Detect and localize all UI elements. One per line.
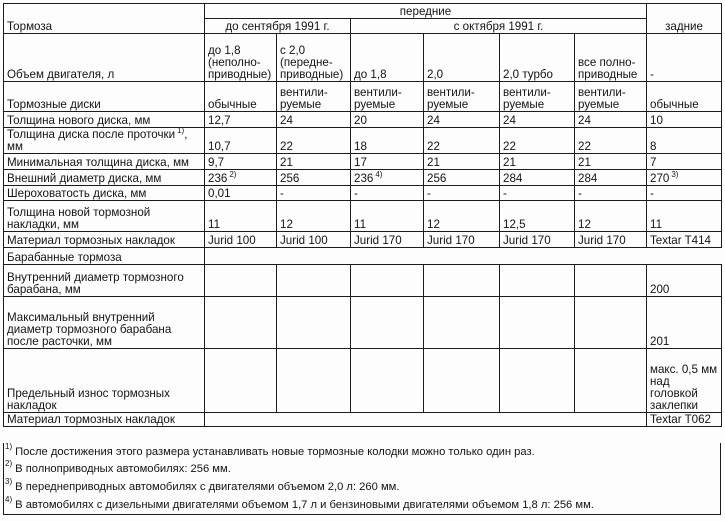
value-text: 12,7 (208, 114, 231, 127)
disk-spec-row (4, 112, 722, 128)
value-cell (351, 232, 424, 248)
value-cell (647, 82, 722, 112)
value-cell (647, 232, 722, 248)
value-cell (647, 170, 722, 186)
value-text: 20 (354, 114, 367, 127)
value-cell (575, 186, 647, 201)
disk-spec-row (4, 82, 722, 112)
value-cell (205, 112, 277, 128)
value-text: Jurid 170 (427, 234, 475, 247)
rear-value-cell: 201 (647, 297, 722, 349)
drum-spec-row (4, 297, 722, 349)
value-cell (277, 201, 351, 232)
value-text: 21 (578, 156, 591, 169)
empty-cell (500, 297, 575, 349)
value-text: 12 (280, 218, 293, 231)
value-text: Jurid 170 (578, 234, 626, 247)
value-text: 22 (503, 140, 516, 153)
value-text: 8 (650, 140, 657, 153)
drum-spec-row (4, 349, 722, 413)
row-label-text: Толщина нового диска, мм (7, 114, 151, 127)
disk-spec-row (4, 128, 722, 154)
value-text: 21 (503, 156, 516, 169)
engine-cell: - (647, 34, 722, 82)
row-label (4, 154, 205, 170)
value-cell (424, 170, 500, 186)
value-text: 21 (280, 156, 293, 169)
value-text: 12 (427, 218, 440, 231)
footnote-text: В переднеприводных автомобилях с двигателями объемом 2,0 л: 260 мм. (15, 481, 400, 493)
value-cell (351, 170, 424, 186)
value-cell (424, 201, 500, 232)
value-text: 21 (427, 156, 440, 169)
empty-cell (424, 297, 500, 349)
footnote-frame-left (3, 443, 4, 514)
value-cell (351, 128, 424, 154)
footnote-mark: 4) (5, 495, 13, 505)
value-cell (647, 112, 722, 128)
disk-spec-row (4, 186, 722, 201)
footnote-frame-right (720, 443, 721, 514)
value-text: 17 (354, 156, 367, 169)
rear-value-cell: Textar T062 (647, 413, 722, 427)
footnote-text: В полноприводных автомобилях: 256 мм. (15, 463, 231, 475)
value-text: 12,5 (503, 218, 526, 231)
footnote-ref: 4) (375, 170, 383, 180)
empty-cell (575, 265, 647, 297)
value-cell (424, 128, 500, 154)
row-label: Предельный износ тормозных накладок (4, 349, 205, 413)
value-text: 9,7 (208, 156, 225, 169)
empty-cell (575, 349, 647, 413)
value-text: вентили- руемые (503, 86, 551, 111)
engine-cell: 2,0 (424, 34, 500, 82)
disk-spec-row (4, 154, 722, 170)
row-label-tail: , мм (7, 128, 188, 153)
value-cell (575, 112, 647, 128)
value-text: 24 (280, 114, 293, 127)
value-cell (647, 154, 722, 170)
value-text: - (503, 187, 507, 200)
value-text: 7 (650, 156, 657, 169)
value-cell (575, 170, 647, 186)
empty-cell (351, 297, 424, 349)
value-text: 24 (503, 114, 516, 127)
footnote-text: После достижения этого размера устанавливать новые тормозные колодки можно только один раз. (15, 446, 535, 458)
value-text: 256 (280, 172, 300, 185)
disk-spec-row (4, 201, 722, 232)
row-label-text: Тормозные диски (7, 98, 101, 111)
value-cell (500, 112, 575, 128)
value-cell (575, 154, 647, 170)
value-text: Jurid 100 (208, 234, 256, 247)
value-text: 284 (503, 172, 523, 185)
value-cell (205, 154, 277, 170)
row-label: Внутренний диаметр тормозного барабана, мм (4, 265, 205, 297)
value-text: - (578, 187, 582, 200)
value-cell (575, 82, 647, 112)
footnote-mark: 1) (5, 442, 13, 452)
value-text: 10 (650, 114, 663, 127)
header-rear: задние (647, 4, 722, 34)
value-text: - (354, 187, 358, 200)
header-from-oct-1991: с октября 1991 г. (351, 19, 647, 34)
engine-cell: с 2,0 (передне- приводные) (277, 34, 351, 82)
empty-cell (351, 349, 424, 413)
value-text: обычные (650, 98, 699, 111)
value-cell (351, 82, 424, 112)
row-label (4, 186, 205, 201)
row-label (4, 232, 205, 248)
row-label-text: Шероховатость диска, мм (7, 187, 147, 200)
value-text: Textar T414 (650, 234, 712, 247)
rear-value-cell: 200 (647, 265, 722, 297)
empty-cell (500, 349, 575, 413)
value-cell (424, 186, 500, 201)
value-cell (500, 170, 575, 186)
value-text: 24 (427, 114, 440, 127)
empty-cell (277, 297, 351, 349)
value-text: Jurid 100 (280, 234, 328, 247)
drum-spec-row (4, 413, 722, 427)
value-text: 11 (354, 218, 367, 231)
footnote-ref: 3) (671, 170, 679, 180)
value-text: 270 (650, 172, 670, 185)
value-text: 256 (427, 172, 447, 185)
value-text: 18 (354, 140, 367, 153)
value-text: обычные (208, 98, 257, 111)
value-text: 284 (578, 172, 598, 185)
value-cell (205, 170, 277, 186)
drum-section-row (4, 248, 722, 265)
engine-cell: до 1,8 (неполно- приводные) (205, 34, 277, 82)
footnote-line (5, 477, 400, 494)
footnote-ref: 2) (229, 170, 237, 180)
engine-cell: 2,0 турбо (500, 34, 575, 82)
empty-cell (205, 413, 647, 427)
row-label-text: Материал тормозных накладок (7, 234, 175, 247)
value-cell (424, 232, 500, 248)
value-cell (205, 201, 277, 232)
row-label: Объем двигателя, л (4, 34, 205, 82)
row-label: Максимальный внутренний диаметр тормозного барабана после расточки, мм (4, 297, 205, 349)
value-text: - (427, 187, 431, 200)
drum-section-blank (205, 248, 722, 265)
row-label (4, 201, 205, 232)
value-cell (500, 186, 575, 201)
value-cell (647, 186, 722, 201)
row-label: Материал тормозных накладок (4, 413, 205, 427)
rear-value-cell: макс. 0,5 мм над головкой заклепки (647, 349, 722, 413)
value-cell (277, 82, 351, 112)
value-cell (500, 232, 575, 248)
empty-cell (424, 349, 500, 413)
row-label (4, 128, 205, 154)
value-cell (277, 128, 351, 154)
value-cell (205, 186, 277, 201)
value-text: 10,7 (208, 140, 231, 153)
row-label (4, 112, 205, 128)
row-label-text: Внешний диаметр диска, мм (7, 172, 162, 185)
value-cell (424, 112, 500, 128)
drum-section-title: Барабанные тормоза (4, 248, 205, 265)
value-cell (277, 154, 351, 170)
row-label-text: Минимальная толщина диска, мм (7, 156, 190, 169)
value-cell (575, 128, 647, 154)
value-cell (205, 232, 277, 248)
value-cell (575, 232, 647, 248)
engine-cell: до 1,8 (351, 34, 424, 82)
header-front: передние (205, 4, 647, 19)
value-cell (205, 82, 277, 112)
value-cell (351, 112, 424, 128)
header-corner: Тормоза (4, 4, 205, 34)
row-label (4, 170, 205, 186)
value-cell (647, 128, 722, 154)
value-cell (277, 232, 351, 248)
footnote-line (5, 495, 594, 512)
empty-cell (500, 265, 575, 297)
footnote-line (5, 442, 535, 459)
value-text: 11 (208, 218, 221, 231)
empty-cell (277, 349, 351, 413)
brake-spec-table (3, 3, 722, 427)
empty-cell (424, 265, 500, 297)
value-text: 236 (354, 172, 374, 185)
header-until-sep-1991: до сентября 1991 г. (205, 19, 351, 34)
engine-volume-row (4, 34, 722, 82)
value-text: вентили- руемые (354, 86, 402, 111)
value-cell (500, 128, 575, 154)
value-text: 11 (650, 218, 663, 231)
value-text: Jurid 170 (354, 234, 402, 247)
row-label-text: Толщина новой тормозной накладки, мм (7, 206, 151, 231)
value-text: 24 (578, 114, 591, 127)
drum-spec-row (4, 265, 722, 297)
value-cell (647, 201, 722, 232)
engine-cell: все полно- приводные (575, 34, 647, 82)
value-cell (351, 201, 424, 232)
value-text: 22 (427, 140, 440, 153)
value-cell (500, 82, 575, 112)
empty-cell (351, 265, 424, 297)
value-cell (575, 201, 647, 232)
value-text: 12 (578, 218, 591, 231)
value-cell (205, 128, 277, 154)
value-cell (500, 154, 575, 170)
value-text: вентили- руемые (280, 86, 328, 111)
empty-cell (205, 349, 277, 413)
footnote-line (5, 459, 231, 476)
value-cell (424, 154, 500, 170)
empty-cell (205, 297, 277, 349)
row-label-text: Толщина диска после проточки (7, 128, 176, 141)
empty-cell (205, 265, 277, 297)
row-label (4, 82, 205, 112)
value-cell (277, 186, 351, 201)
footnote-frame-bottom (3, 514, 721, 515)
footnote-ref: 1) (177, 127, 185, 136)
value-text: 0,01 (208, 187, 231, 200)
value-text: вентили- руемые (427, 86, 475, 111)
value-cell (351, 154, 424, 170)
value-cell (351, 186, 424, 201)
value-cell (424, 82, 500, 112)
value-cell (277, 170, 351, 186)
footnote-mark: 3) (5, 477, 13, 487)
footnote-mark: 2) (5, 459, 13, 469)
empty-cell (575, 297, 647, 349)
footnote-text: В автомобилях с дизельными двигателями объемом 1,7 л и бензиновыми двигателями объемом 1,8 л: 256 мм. (15, 499, 594, 511)
value-text: Jurid 170 (503, 234, 551, 247)
disk-spec-row (4, 232, 722, 248)
value-text: - (280, 187, 284, 200)
value-text: 22 (280, 140, 293, 153)
value-text: - (650, 187, 654, 200)
value-text: 236 (208, 172, 228, 185)
value-cell (277, 112, 351, 128)
disk-spec-row (4, 170, 722, 186)
value-text: 22 (578, 140, 591, 153)
value-text: вентили- руемые (578, 86, 626, 111)
value-cell (500, 201, 575, 232)
empty-cell (277, 265, 351, 297)
